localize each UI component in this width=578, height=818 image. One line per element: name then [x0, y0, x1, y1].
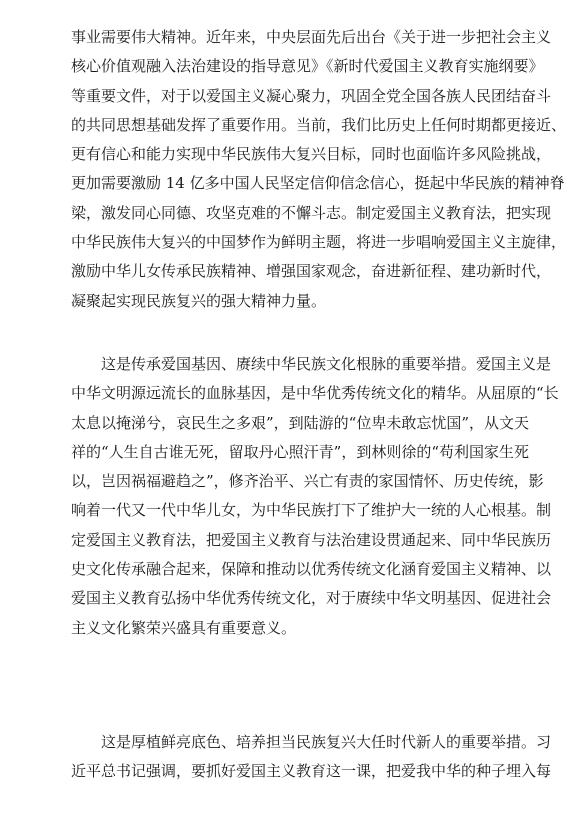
text-line: 近平总书记强调，要抓好爱国主义教育这一课，把爱我中华的种子埋入每	[71, 762, 552, 781]
paragraph	[71, 23, 567, 316]
text-line: 主义文化繁荣兴盛具有重要意义。	[71, 618, 297, 637]
text-line: 梁，激发同心同德、攻坚克难的不懈斗志。制定爱国主义教育法，把实现	[71, 203, 552, 222]
text-line: 激励中华儿女传承民族精神、增强国家观念，奋进新征程、建功新时代，	[71, 262, 552, 281]
paragraph	[71, 350, 559, 643]
text-line: 太息以掩涕兮，哀民生之多艰”，到陆游的“位卑未敢忘忧国”，从文天	[71, 413, 530, 432]
text-line: 更有信心和能力实现中华民族伟大复兴目标，同时也面临许多风险挑战，	[71, 145, 552, 164]
text-line: 中华民族伟大复兴的中国梦作为鲜明主题，将进一步唱响爱国主义主旋律，	[71, 233, 567, 252]
text-line: 这是厚植鲜亮底色、培养担当民族复兴大任时代新人的重要举措。习	[71, 733, 552, 751]
text-line: 中华文明源远流长的血脉基因，是中华优秀传统文化的精华。从屈原的“长	[71, 384, 559, 403]
text-line: 以，岂因祸福避趋之”，修齐治平、兴亡有责的家国情怀、历史传统，影	[71, 472, 544, 491]
text-line: 祥的“人生自古谁无死，留取丹心照汗青”，到林则徐的“苟利国家生死	[71, 442, 530, 461]
text-line: 等重要文件，对于以爱国主义凝心聚力，巩固全党全国各族人民团结奋斗	[71, 86, 552, 105]
text-line: 核心价值观融入法治建设的指导意见》《新时代爱国主义教育实施纲要》	[71, 57, 544, 76]
text-line: 这是传承爱国基因、赓续中华民族文化根脉的重要举措。爱国主义是	[71, 355, 552, 373]
text-line: 响着一代又一代中华儿女，为中华民族打下了维护大一统的人心根基。制	[71, 501, 552, 520]
text-line: 事业需要伟大精神。近年来，中央层面先后出台《关于进一步把社会主义	[71, 28, 552, 46]
text-line: 凝聚起实现民族复兴的强大精神力量。	[71, 291, 327, 310]
text-line: 爱国主义教育弘扬中华优秀传统文化，对于赓续中华文明基因、促进社会	[71, 589, 552, 608]
text-line: 更加需要激励 14 亿多中国人民坚定信仰信念信心，挺起中华民族的精神脊	[71, 174, 565, 193]
text-line: 史文化传承融合起来，保障和推动以优秀传统文化涵育爱国主义精神、以	[71, 560, 552, 579]
paragraph	[71, 728, 552, 787]
text-line: 的共同思想基础发挥了重要作用。当前，我们比历史上任何时期都更接近、	[71, 115, 567, 134]
text-line: 定爱国主义教育法，把爱国主义教育与法治建设贯通起来、同中华民族历	[71, 530, 552, 549]
